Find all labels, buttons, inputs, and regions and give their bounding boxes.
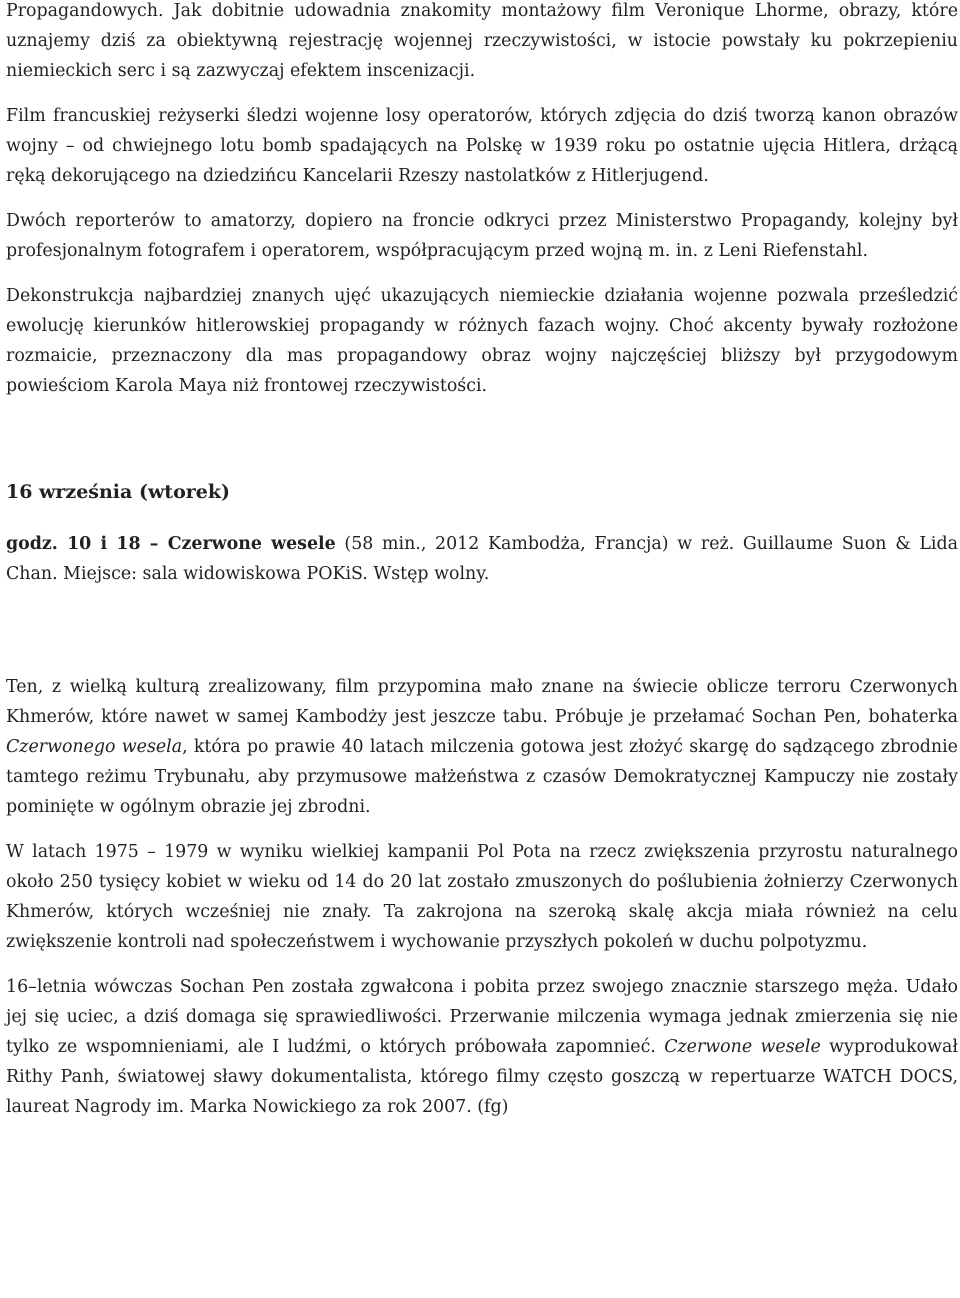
film-title-italic: Czerwonego wesela bbox=[6, 737, 183, 757]
description-paragraph-2: W latach 1975 – 1979 w wyniku wielkiej kampanii Pol Pota na rzecz zwiększenia przyrostu naturalnego około 250 tysięcy kobiet w wieku od 14 do 20 lat zostało zmuszonych do poślubienia żołnierzy Czerwonych Khmerów, których wcześniej nie znały. Ta zakrojona na szeroką skalę akcja miała również na celu zwiększenie kontroli nad społeczeństwem i wychowanie przyszłych pokoleń w duchu polpotyzmu. bbox=[6, 842, 958, 952]
description-text: 16–letnia wówczas Sochan Pen została zgwałcona i pobita przez swojego znacznie starszego męża. Udało jej się uciec, a dziś domaga się sprawiedliwości. Przerwanie milczenia wymaga jednak zmierzenia się nie tylko ze wspomnieniami, ale I ludźmi, o których próbowała zapomnieć. bbox=[6, 977, 958, 1057]
description-text: Ten, z wielką kulturą zrealizowany, film przypomina mało znane na świecie oblicze terroru Czerwonych Khmerów, które nawet w samej Kambodży jest jeszcze tabu. Próbuje je przełamać Sochan Pen, bohaterka bbox=[6, 677, 958, 727]
description-text: , która po prawie 40 latach milczenia gotowa jest złożyć skargę do sądzącego zbrodnie tamtego reżimu Trybunału, aby przymusowe małżeństwa z czasów Demokratycznej Kampuczy nie zostały pominięte w ogólnym obrazie jej zbrodni. bbox=[6, 737, 958, 817]
intro-paragraph-4: Dekonstrukcja najbardziej znanych ujęć ukazujących niemieckie działania wojenne pozwala prześledzić ewolucję kierunków hitlerowskiej propagandy w różnych fazach wojny. Choć akcenty bywały rozłożone rozmaicie, przeznaczony dla mas propagandowy obraz wojny najczęściej bliższy był przygodowym powieściom Karola Maya niż frontowej rzeczywistości. bbox=[6, 286, 958, 396]
screening-details: (58 min., 2012 Kambodża, Francja) w reż. Guillaume Suon & Lida Chan. Miejsce: sala widowiskowa POKiS. Wstęp wolny. bbox=[6, 534, 958, 584]
screening-time-title: godz. 10 i 18 – Czerwone wesele bbox=[6, 534, 336, 554]
intro-paragraph-3: Dwóch reporterów to amatorzy, dopiero na froncie odkryci przez Ministerstwo Propagandy, kolejny był profesjonalnym fotografem i operatorem, współpracującym przed wojną m. in. z Leni Riefenstahl. bbox=[6, 211, 958, 261]
screening-info bbox=[6, 529, 958, 589]
document-body bbox=[6, 0, 958, 1122]
event-date-heading: 16 września (wtorek) bbox=[6, 481, 231, 503]
description-paragraph-1 bbox=[6, 672, 958, 822]
description-text: wyprodukował Rithy Panh, światowej sławy dokumentalista, którego filmy często goszczą w repertuarze WATCH DOCS, laureat Nagrody im. Marka Nowickiego za rok 2007. (fg) bbox=[6, 1037, 958, 1117]
intro-paragraph-2: Film francuskiej reżyserki śledzi wojenne losy operatorów, których zdjęcia do dziś tworzą kanon obrazów wojny – od chwiejnego lotu bomb spadających na Polskę w 1939 roku po ostatnie ujęcia Hitlera, drżącą ręką dekorującego na dziedzińcu Kancelarii Rzeszy nastolatków z Hitlerjugend. bbox=[6, 106, 958, 186]
intro-paragraph-1: Propagandowych. Jak dobitnie udowadnia znakomity montażowy film Veronique Lhorme, obrazy, które uznajemy dziś za obiektywną rejestrację wojennej rzeczywistości, w istocie powstały ku pokrzepieniu niemieckich serc i są zazwyczaj efektem inscenizacji. bbox=[6, 1, 958, 81]
film-title-italic: Czerwone wesele bbox=[664, 1037, 821, 1057]
description-paragraph-3 bbox=[6, 972, 958, 1122]
